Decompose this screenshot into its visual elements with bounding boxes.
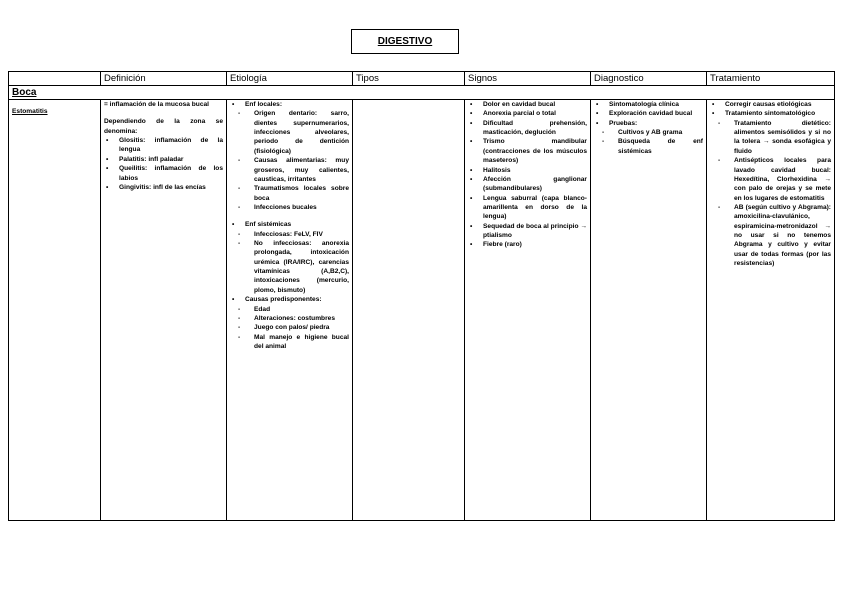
list-item: - AB (según cultivo y Abgrama): amoxicilina-clavulánico, espiramicina-metronidazol → no usar si no tenemos Abgrama y cultivo y evitar usar de todas formas (por las resistencias) (710, 203, 831, 269)
row-label-cell (9, 100, 101, 521)
definicion-list (104, 136, 223, 192)
list-item: - Cultivos y AB grama (594, 128, 703, 137)
list-item: • Corregir causas etiológicas (710, 100, 831, 109)
list-item: • Dolor en cavidad bucal (468, 100, 587, 109)
list-item: • Exploración cavidad bucal (594, 109, 703, 118)
list-item: • Halitosis (468, 166, 587, 175)
digestivo-table (8, 71, 835, 521)
list-item: • Dificultad prehensión, masticación, deglución (468, 119, 587, 138)
list-item: - Mal manejo e higiene bucal del animal (230, 333, 349, 352)
list-item: • Sintomatología clínica (594, 100, 703, 109)
list-item: - Infecciones bucales (230, 203, 349, 212)
header-etiologia: Etiología (227, 72, 353, 86)
etiologia-sistemicas-list (230, 220, 349, 351)
list-item: - Tratamiento dietético: alimentos semisólidos y si no la tolera → sonda esofágica y fluido (710, 119, 831, 156)
list-item: • Trismo mandibular (contracciones de los músculos maseteros) (468, 137, 587, 165)
signos-cell (465, 100, 591, 521)
tratamiento-cell (707, 100, 835, 521)
diagnostico-list (594, 100, 703, 156)
list-item: • Gingivitis: infl de las encías (104, 183, 223, 192)
etiologia-predisp-title: • Causas predisponentes: (230, 295, 349, 304)
list-item: • Anorexia parcial o total (468, 109, 587, 118)
list-item: • Afección ganglionar (submandibulares) (468, 175, 587, 194)
definicion-depending: Dependiendo de la zona se denomina: (104, 118, 223, 135)
row-label: Estomatitis (12, 108, 48, 115)
etiologia-locales-title: • Enf locales: (230, 100, 349, 109)
list-item: • Queilitis: inflamación de los labios (104, 164, 223, 183)
diagnostico-cell (591, 100, 707, 521)
section-row (9, 86, 835, 100)
list-item: • Glositis: inflamación de la lengua (104, 136, 223, 155)
tipos-cell (353, 100, 465, 521)
definicion-cell (101, 100, 227, 521)
header-tratamiento: Tratamiento (707, 72, 835, 86)
list-item: • Lengua saburral (capa blanco-amarillenta en dorso de la lengua) (468, 194, 587, 222)
etiologia-cell (227, 100, 353, 521)
list-item: • Palatitis: infl paladar (104, 155, 223, 164)
header-cell-empty (9, 72, 101, 86)
header-signos: Signos (465, 72, 591, 86)
header-diagnostico: Diagnostico (591, 72, 707, 86)
list-item: • Sequedad de boca al principio → ptialismo (468, 222, 587, 241)
list-item: - Juego con palos/ piedra (230, 323, 349, 332)
signos-list (468, 100, 587, 250)
page-title: DIGESTIVO (351, 29, 459, 54)
table-row (9, 100, 835, 521)
header-row (9, 72, 835, 86)
list-item: - Origen dentario: sarro, dientes supernumerarios, infecciones alveolares, periodo de dentición (fisiológica) (230, 109, 349, 156)
list-item: - Búsqueda de enf sistémicas (594, 137, 703, 156)
list-item: - Causas alimentarias: muy groseros, muy calientes, causticas, irritantes (230, 156, 349, 184)
list-item: - No infecciosas: anorexia prolongada, intoxicación urémica (IRA/IRC), carencias vitamínicas (A,B2,C), intoxicaciones (mercurio, plomo, bismuto) (230, 239, 349, 295)
definicion-intro: = inflamación de la mucosa bucal (104, 101, 209, 108)
section-title: Boca (9, 86, 835, 100)
list-item: - Edad (230, 305, 349, 314)
etiologia-list (230, 100, 349, 212)
list-item: - Antisépticos locales para lavado cavidad bucal: Hexedítina, Clorhexidina → con palo de orejas y se mete en los lugares de estomatitis (710, 156, 831, 203)
header-definicion: Definición (101, 72, 227, 86)
list-item: - Infecciosas: FeLV, FIV (230, 230, 349, 239)
list-item: • Pruebas: (594, 119, 703, 128)
header-tipos: Tipos (353, 72, 465, 86)
etiologia-sistemicas-title: • Enf sistémicas (230, 220, 349, 229)
tratamiento-list (710, 100, 831, 268)
list-item: - Alteraciones: costumbres (230, 314, 349, 323)
list-item: • Fiebre (raro) (468, 240, 587, 249)
list-item: - Traumatismos locales sobre boca (230, 184, 349, 203)
list-item: • Tratamiento sintomatológico (710, 109, 831, 118)
